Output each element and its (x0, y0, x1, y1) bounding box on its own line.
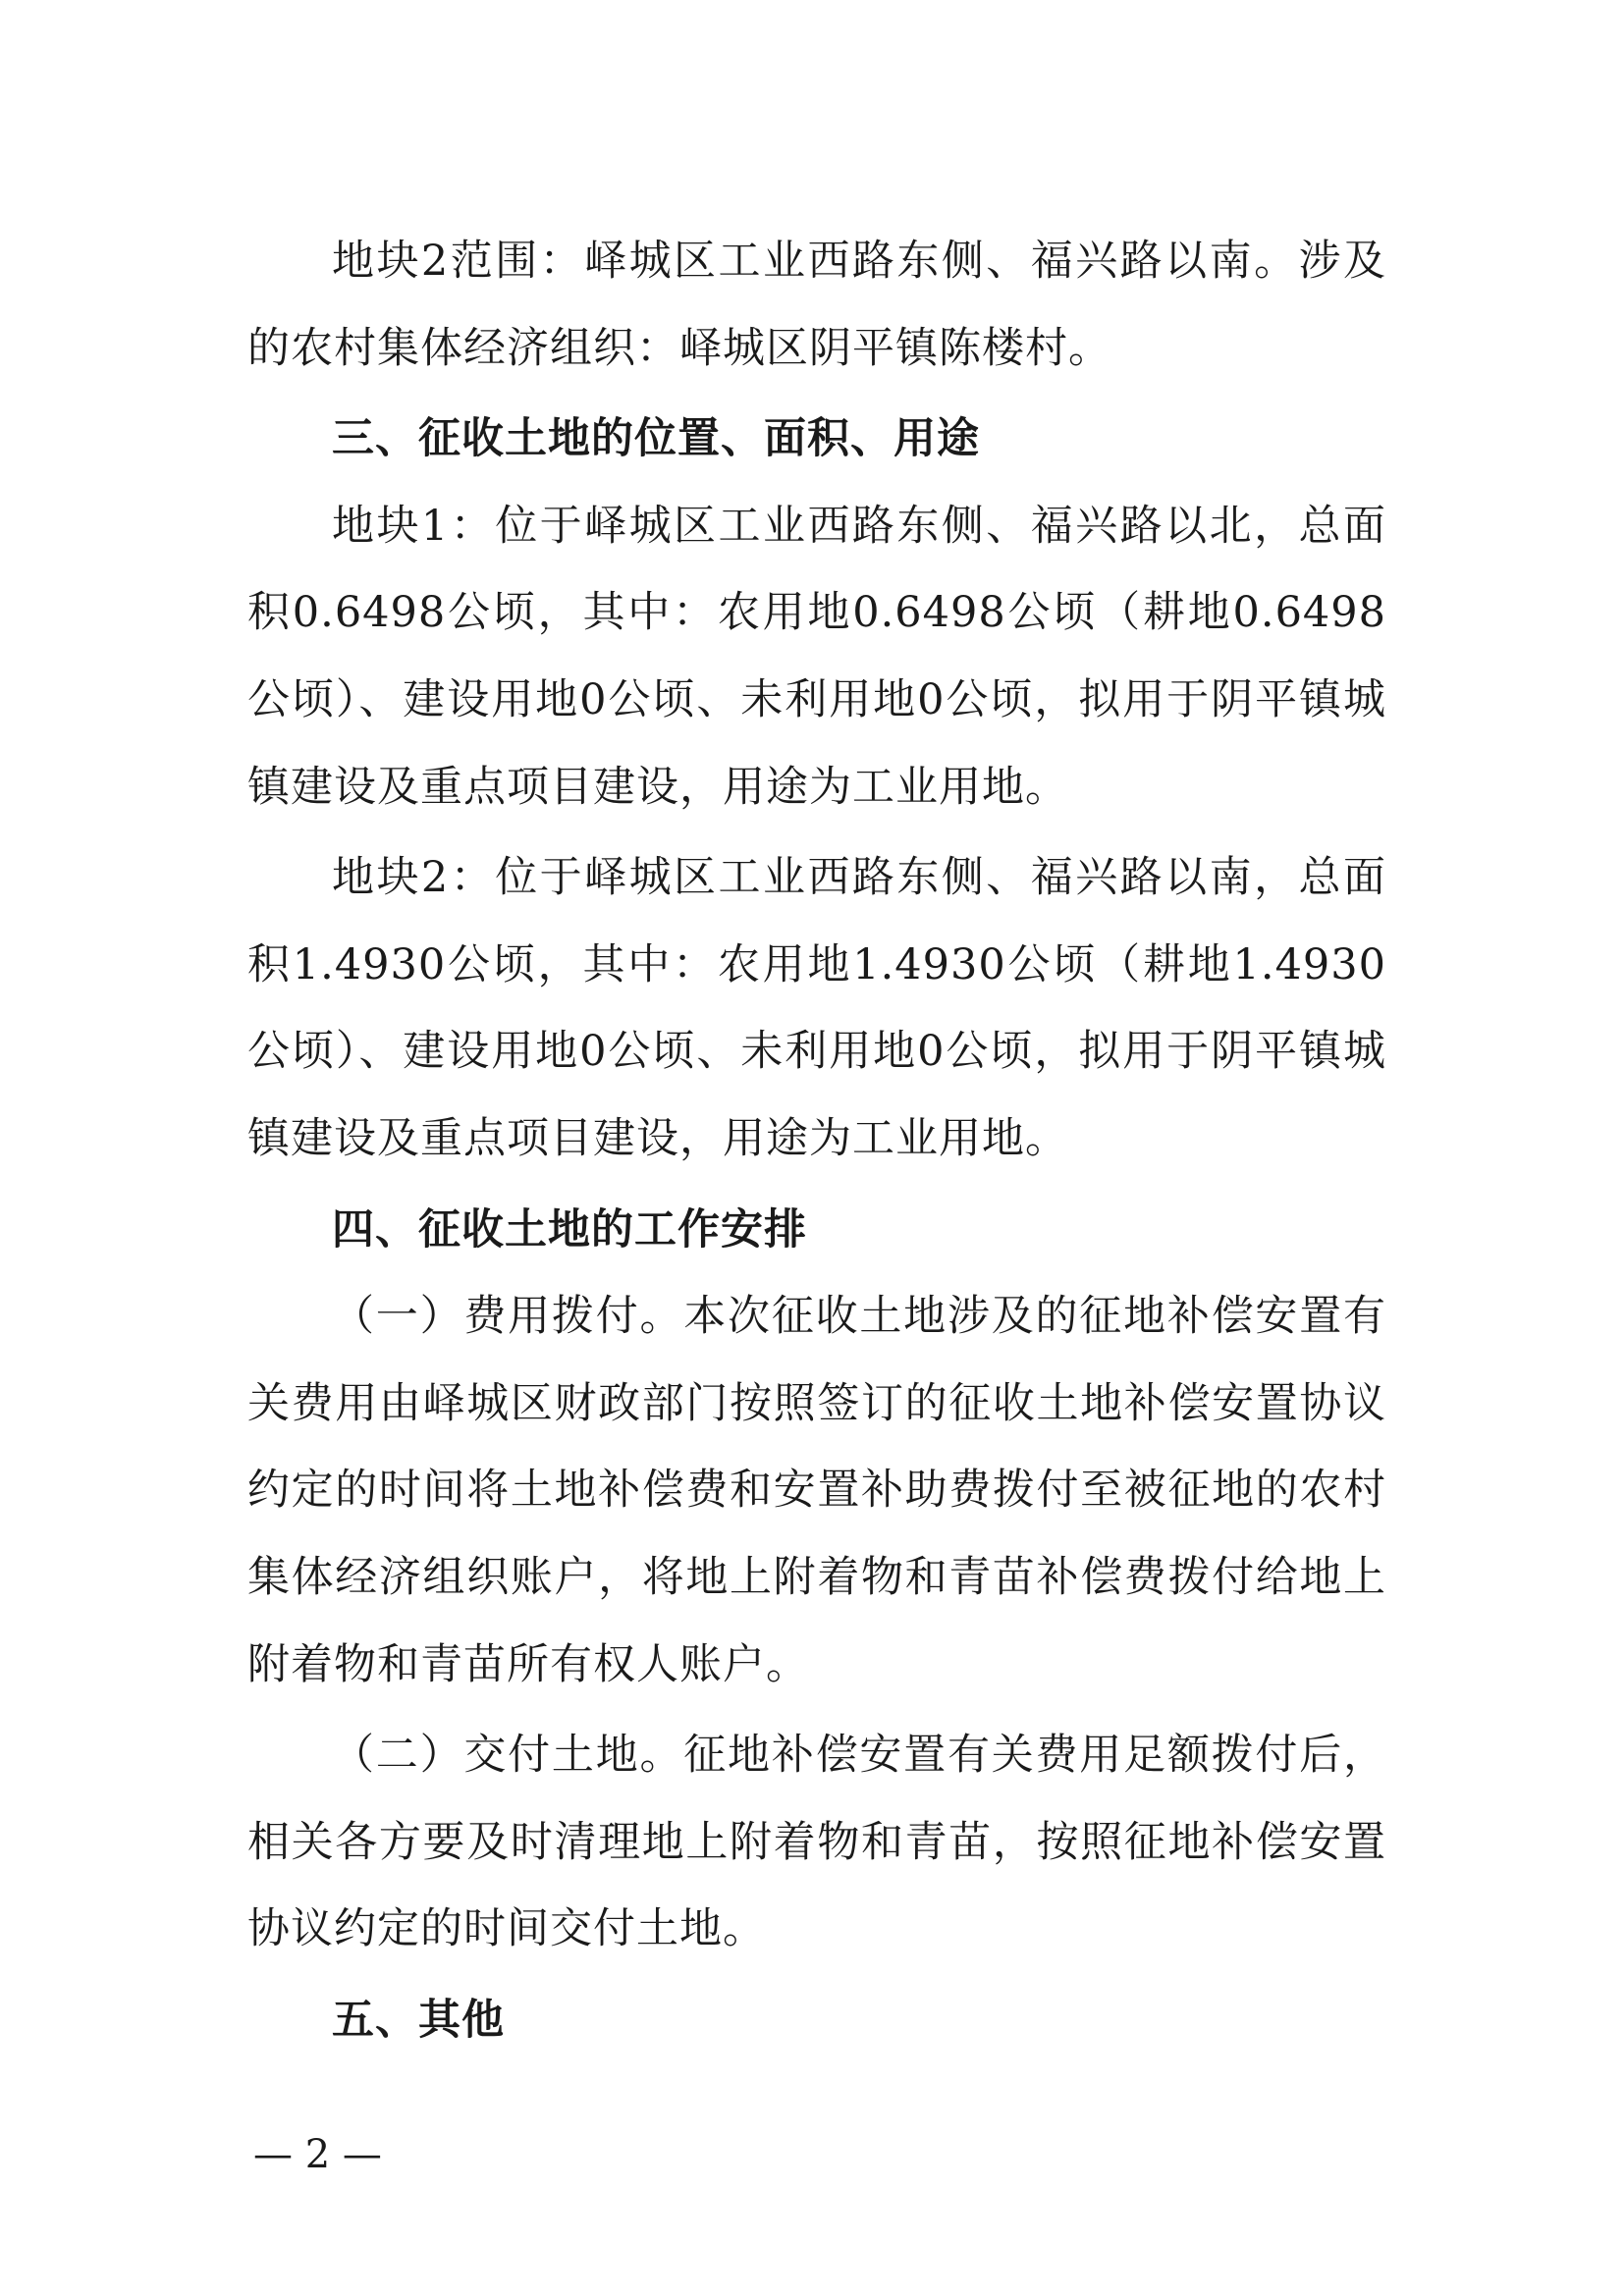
paragraph-plot1-details: 地块1：位于峄城区工业西路东侧、福兴路以北，总面积0.6498公顷，其中：农用地0.6498公顷（耕地0.6498公顷）、建设用地0公顷、未利用地0公顷，拟用于阴平镇城镇建设及重点项目建设，用途为工业用地。 (247, 501, 1386, 812)
paragraph-plot2-scope: 地块2范围：峄城区工业西路东侧、福兴路以南。涉及的农村集体经济组织：峄城区阴平镇陈楼村。 (247, 237, 1386, 373)
paragraph-plot2-details: 地块2：位于峄城区工业西路东侧、福兴路以南，总面积1.4930公顷，其中：农用地1.4930公顷（耕地1.4930公顷）、建设用地0公顷、未利用地0公顷，拟用于阴平镇城镇建设及重点项目建设，用途为工业用地。 (247, 853, 1386, 1163)
section-heading-4: 四、征收土地的工作安排 (332, 1204, 807, 1255)
section-heading-5: 五、其他 (332, 1995, 505, 2045)
paragraph-fee-allocation: （一）费用拨付。本次征收土地涉及的征地补偿安置有关费用由峄城区财政部门按照签订的征收土地补偿安置协议约定的时间将土地补偿费和安置补助费拨付至被征地的农村集体经济组织账户，将地上附着物和青苗补偿费拨付给地上附着物和青苗所有权人账户。 (247, 1292, 1386, 1689)
document-body (247, 218, 1386, 2063)
page-number: — 2 — (253, 2132, 382, 2177)
section-heading-3: 三、征收土地的位置、面积、用途 (332, 414, 980, 464)
paragraph-land-delivery: （二）交付土地。征地补偿安置有关费用足额拨付后，相关各方要及时清理地上附着物和青苗，按照征地补偿安置协议约定的时间交付土地。 (247, 1731, 1386, 1954)
